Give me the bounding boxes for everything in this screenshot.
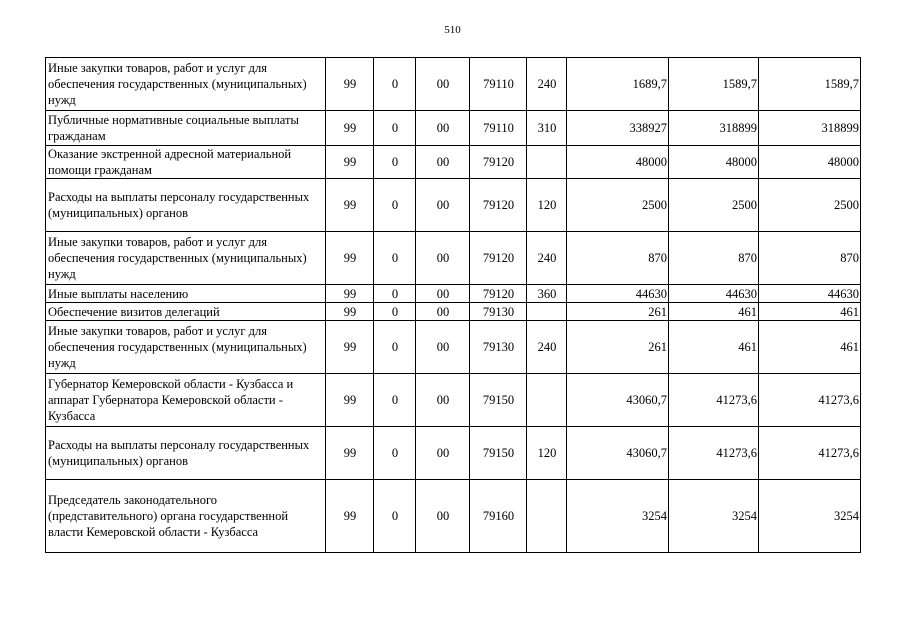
cell-expense-type [527,303,567,321]
cell-amount-1: 3254 [567,480,669,553]
cell-program: 99 [326,374,374,427]
cell-amount-3: 461 [759,303,861,321]
table-row [46,285,861,303]
row-name: Иные закупки товаров, работ и услуг для обеспечения государственных (муниципальных) нужд [46,232,326,285]
cell-program: 99 [326,303,374,321]
cell-program: 99 [326,285,374,303]
cell-direction-code: 79150 [470,427,527,480]
cell-program: 99 [326,232,374,285]
cell-amount-2: 41273,6 [669,374,759,427]
cell-amount-1: 43060,7 [567,427,669,480]
cell-subprogram: 0 [374,285,416,303]
cell-amount-3: 44630 [759,285,861,303]
cell-program: 99 [326,179,374,232]
cell-amount-1: 43060,7 [567,374,669,427]
table-row [46,179,861,232]
table-row [46,303,861,321]
cell-amount-3: 1589,7 [759,58,861,111]
row-name: Публичные нормативные социальные выплаты гражданам [46,111,326,146]
cell-expense-type: 310 [527,111,567,146]
row-name: Иные закупки товаров, работ и услуг для обеспечения государственных (муниципальных) нужд [46,321,326,374]
cell-event: 00 [416,303,470,321]
cell-event: 00 [416,285,470,303]
cell-amount-3: 3254 [759,480,861,553]
cell-amount-2: 870 [669,232,759,285]
cell-amount-2: 461 [669,321,759,374]
cell-expense-type: 240 [527,232,567,285]
row-name: Обеспечение визитов делегаций [46,303,326,321]
cell-event: 00 [416,232,470,285]
row-name: Иные выплаты населению [46,285,326,303]
cell-subprogram: 0 [374,321,416,374]
table-row [46,232,861,285]
cell-program: 99 [326,427,374,480]
cell-expense-type: 120 [527,427,567,480]
cell-subprogram: 0 [374,480,416,553]
row-name: Расходы на выплаты персоналу государственных (муниципальных) органов [46,179,326,232]
table-row [46,58,861,111]
cell-direction-code: 79130 [470,321,527,374]
cell-direction-code: 79120 [470,232,527,285]
cell-amount-3: 461 [759,321,861,374]
cell-direction-code: 79130 [470,303,527,321]
cell-event: 00 [416,321,470,374]
table-row [46,146,861,179]
cell-subprogram: 0 [374,374,416,427]
cell-subprogram: 0 [374,111,416,146]
cell-subprogram: 0 [374,146,416,179]
cell-amount-1: 2500 [567,179,669,232]
cell-amount-1: 261 [567,303,669,321]
cell-direction-code: 79110 [470,58,527,111]
cell-program: 99 [326,58,374,111]
cell-direction-code: 79120 [470,285,527,303]
cell-event: 00 [416,480,470,553]
cell-amount-1: 870 [567,232,669,285]
table-row [46,374,861,427]
cell-amount-3: 318899 [759,111,861,146]
cell-subprogram: 0 [374,179,416,232]
cell-program: 99 [326,146,374,179]
cell-program: 99 [326,321,374,374]
cell-amount-2: 1589,7 [669,58,759,111]
cell-expense-type [527,146,567,179]
cell-expense-type: 360 [527,285,567,303]
cell-amount-1: 44630 [567,285,669,303]
cell-amount-1: 1689,7 [567,58,669,111]
cell-amount-2: 44630 [669,285,759,303]
table-row [46,321,861,374]
cell-amount-1: 338927 [567,111,669,146]
cell-expense-type [527,480,567,553]
page-number: 510 [444,24,461,36]
cell-amount-2: 2500 [669,179,759,232]
cell-direction-code: 79110 [470,111,527,146]
row-name: Иные закупки товаров, работ и услуг для обеспечения государственных (муниципальных) нужд [46,58,326,111]
cell-expense-type: 120 [527,179,567,232]
cell-subprogram: 0 [374,427,416,480]
cell-event: 00 [416,427,470,480]
cell-expense-type: 240 [527,58,567,111]
cell-amount-1: 261 [567,321,669,374]
cell-subprogram: 0 [374,303,416,321]
cell-amount-2: 48000 [669,146,759,179]
cell-amount-3: 2500 [759,179,861,232]
cell-subprogram: 0 [374,232,416,285]
row-name: Губернатор Кемеровской области - Кузбасса и аппарат Губернатора Кемеровской области - Кузбасса [46,374,326,427]
cell-event: 00 [416,179,470,232]
row-name: Расходы на выплаты персоналу государственных (муниципальных) органов [46,427,326,480]
cell-amount-2: 461 [669,303,759,321]
cell-direction-code: 79160 [470,480,527,553]
cell-event: 00 [416,58,470,111]
cell-amount-1: 48000 [567,146,669,179]
cell-direction-code: 79120 [470,146,527,179]
cell-amount-2: 318899 [669,111,759,146]
cell-event: 00 [416,374,470,427]
cell-amount-3: 41273,6 [759,427,861,480]
cell-amount-3: 48000 [759,146,861,179]
cell-program: 99 [326,480,374,553]
row-name: Председатель законодательного (представительного) органа государственной власти Кемеровской области - Кузбасса [46,480,326,553]
table-row [46,427,861,480]
cell-direction-code: 79150 [470,374,527,427]
cell-expense-type: 240 [527,321,567,374]
cell-amount-3: 41273,6 [759,374,861,427]
cell-amount-2: 3254 [669,480,759,553]
cell-subprogram: 0 [374,58,416,111]
cell-amount-3: 870 [759,232,861,285]
budget-table [45,57,861,553]
cell-expense-type [527,374,567,427]
cell-event: 00 [416,146,470,179]
table-row [46,111,861,146]
cell-program: 99 [326,111,374,146]
table-row [46,480,861,553]
cell-event: 00 [416,111,470,146]
cell-direction-code: 79120 [470,179,527,232]
cell-amount-2: 41273,6 [669,427,759,480]
row-name: Оказание экстренной адресной материальной помощи гражданам [46,146,326,179]
